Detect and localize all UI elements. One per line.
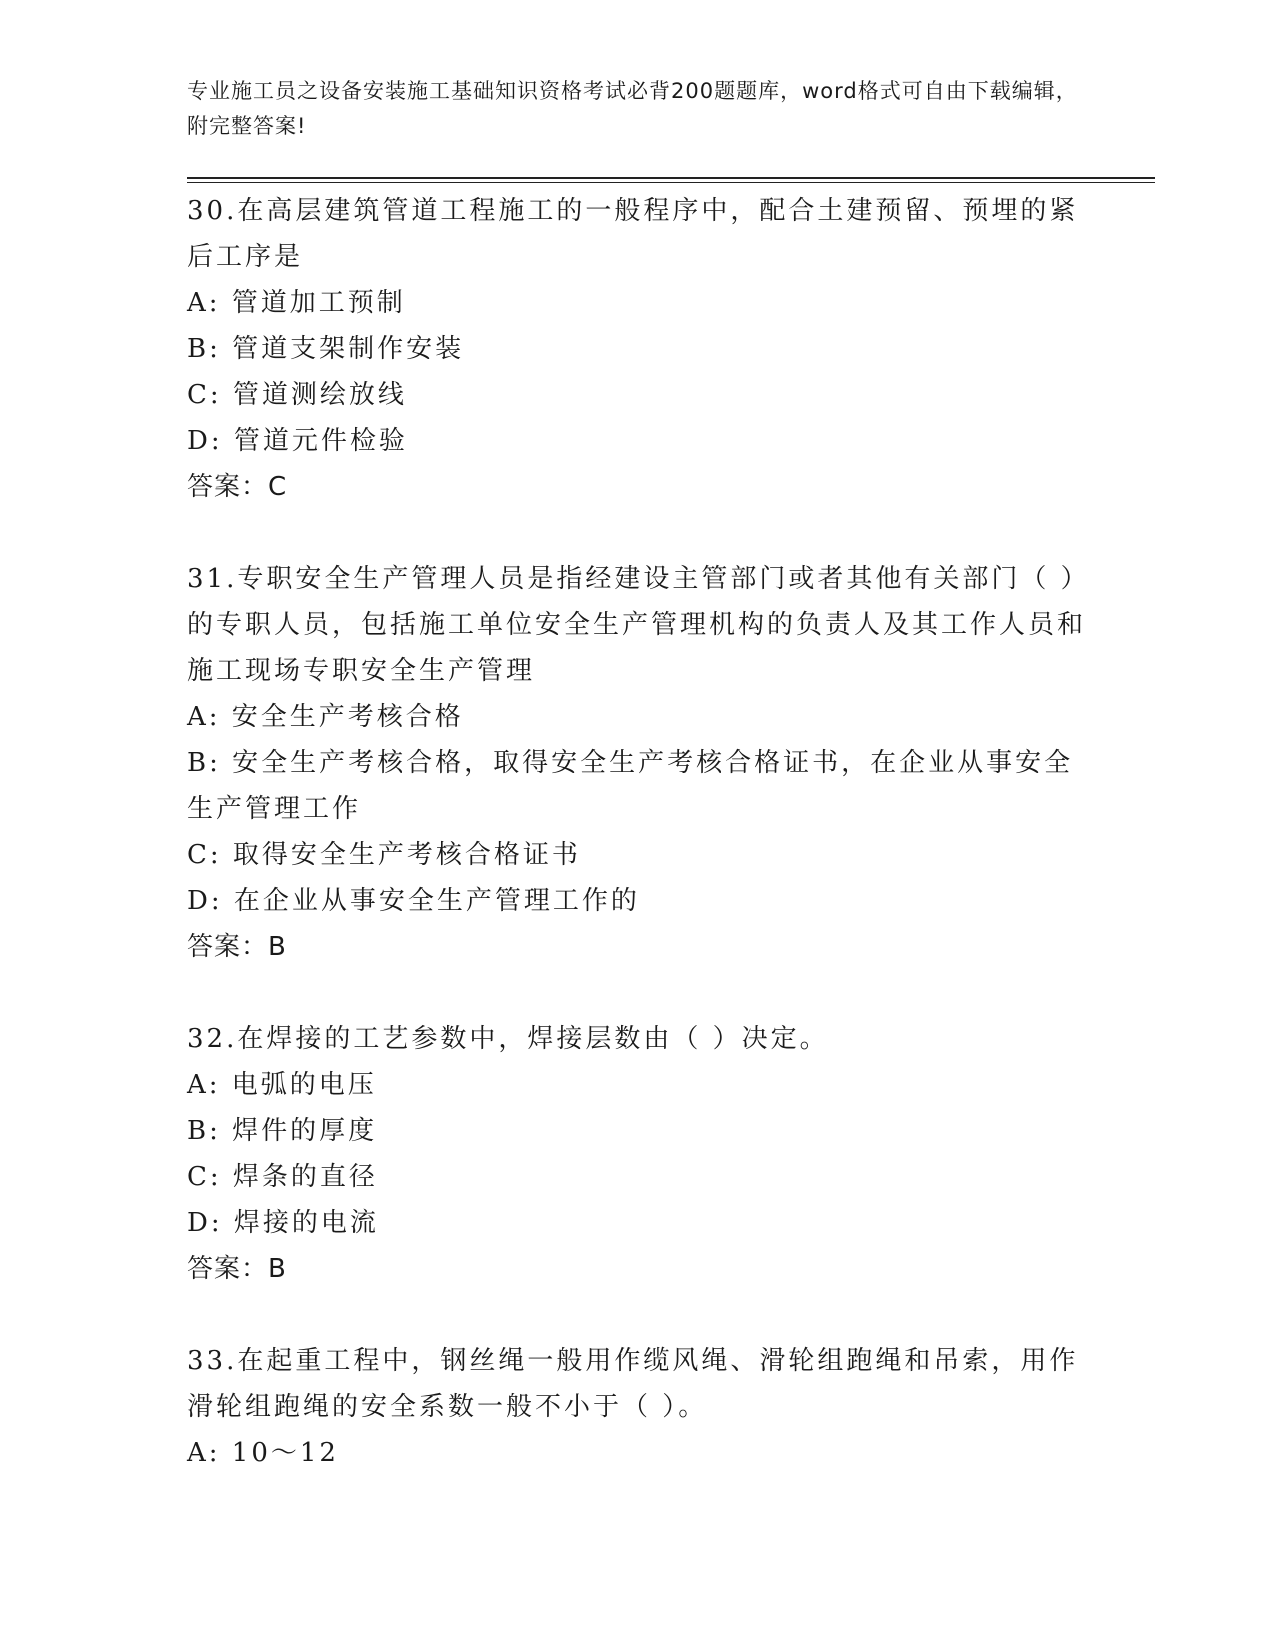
option-c: C: 取得安全生产考核合格证书: [187, 840, 581, 870]
option-c: C: 焊条的直径: [187, 1162, 378, 1192]
option-d: D: 管道元件检验: [187, 426, 408, 456]
option-b: B: 管道支架制作安装: [187, 334, 465, 364]
option-b: B: 焊件的厚度: [187, 1116, 378, 1146]
question-text: 31.专职安全生产管理人员是指经建设主管部门或者其他有关部门（ ）的专职人员，包括施工单位安全生产管理机构的负责人及其工作人员和施工现场专职安全生产管理: [187, 564, 1087, 686]
question-30: [187, 188, 1087, 510]
option-b: B: 安全生产考核合格，取得安全生产考核合格证书，在企业从事安全生产管理工作: [187, 748, 1074, 824]
option-d: D: 焊接的电流: [187, 1208, 379, 1238]
question-text: 32.在焊接的工艺参数中，焊接层数由（ ）决定。: [187, 1024, 829, 1054]
option-a: A: 10～12: [187, 1438, 339, 1468]
answer-line: 答案：C: [187, 472, 288, 502]
option-a: A: 电弧的电压: [187, 1070, 377, 1100]
document-header: 专业施工员之设备安装施工基础知识资格考试必背200题题库，word格式可自由下载编辑，附完整答案!: [187, 79, 1078, 138]
answer-line: 答案：B: [187, 1254, 287, 1284]
option-a: A: 安全生产考核合格: [187, 702, 464, 732]
header-divider-thick: [187, 177, 1155, 179]
option-c: C: 管道测绘放线: [187, 380, 407, 410]
question-text: 33.在起重工程中，钢丝绳一般用作缆风绳、滑轮组跑绳和吊索，用作滑轮组跑绳的安全系数一般不小于（ ）。: [187, 1346, 1079, 1422]
answer-line: 答案：B: [187, 932, 287, 962]
question-list: [187, 188, 1087, 1522]
question-33: [187, 1338, 1087, 1476]
option-a: A: 管道加工预制: [187, 288, 406, 318]
question-32: [187, 1016, 1087, 1292]
question-text: 30.在高层建筑管道工程施工的一般程序中，配合土建预留、预埋的紧后工序是: [187, 196, 1079, 272]
question-31: [187, 556, 1087, 970]
option-d: D: 在企业从事安全生产管理工作的: [187, 886, 640, 916]
header-divider-thin: [187, 182, 1155, 183]
